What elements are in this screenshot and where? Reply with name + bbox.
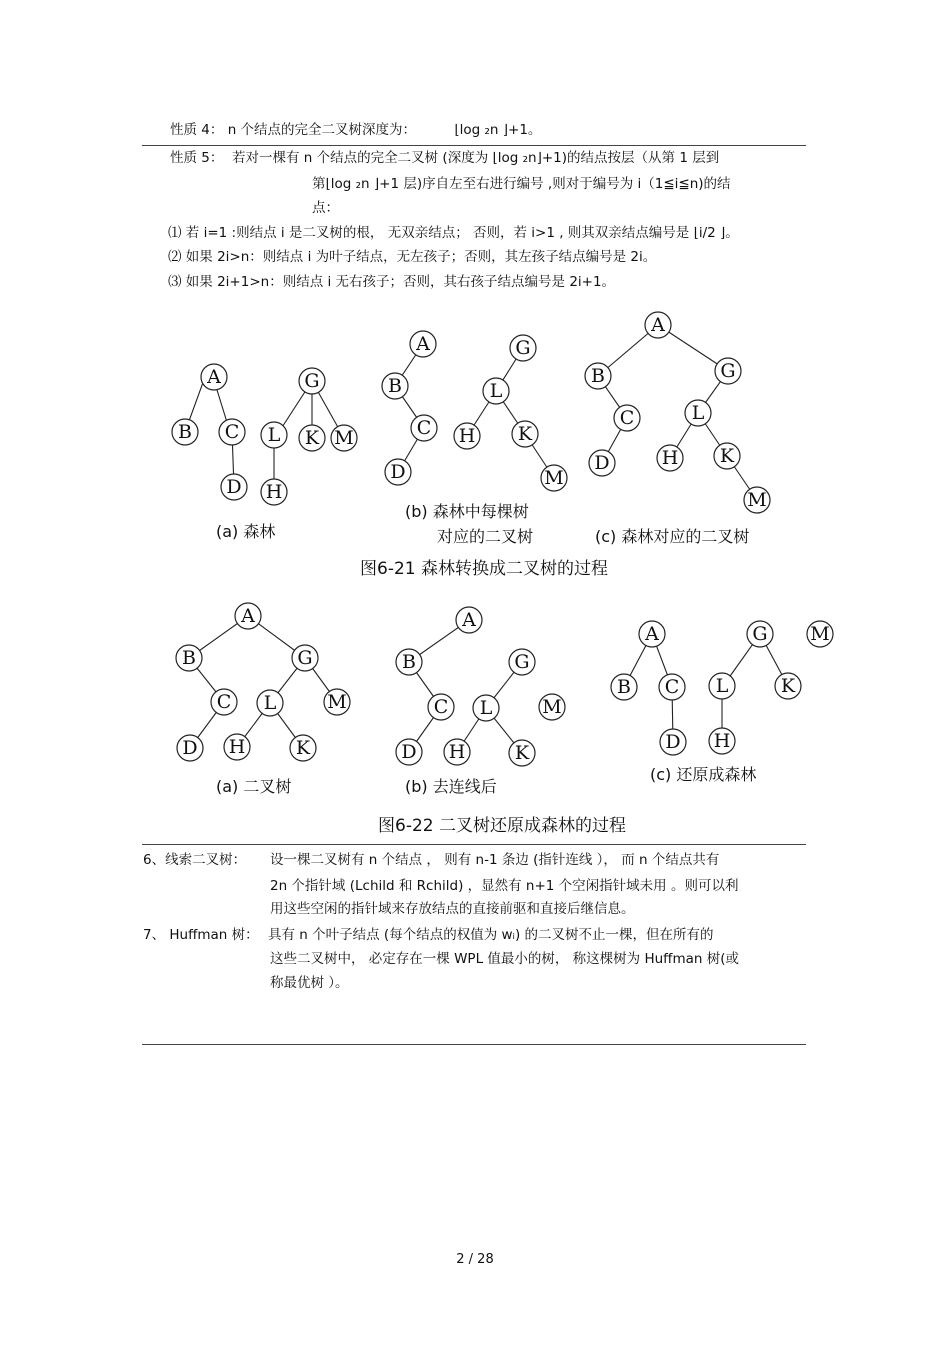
prop5-line2: 第⌊log ₂n ⌋+1 层)序自左至右进行编号 ,则对于编号为 i（1≦i≦n)的结 — [312, 176, 731, 192]
fig22-b-node-D — [396, 739, 422, 765]
prop5-line3: 点： — [312, 200, 339, 216]
s6-label: 6、线索二叉树： — [143, 852, 247, 868]
fig21-c-node-M — [744, 487, 770, 513]
prop5-item-2: ⑵ 如果 2i>n：则结点 i 为叶子结点，无左孩子；否则，其左孩子结点编号是 2i。 — [168, 249, 657, 265]
fig21-b-node-B — [382, 373, 408, 399]
svg-text:D: D — [390, 461, 406, 483]
prop5-label: 性质 5： — [170, 150, 224, 166]
s6-line1: 设一棵二叉树有 n 个结点 ， 则有 n-1 条边 (指针连线 ）， 而 n 个结点共有 — [270, 852, 720, 868]
svg-text:A: A — [651, 314, 665, 336]
svg-text:D: D — [401, 741, 417, 763]
fig22-b-node-A — [456, 607, 482, 633]
s7-label: 7、 Huffman 树： — [143, 927, 259, 943]
figure-6-22 — [140, 594, 830, 844]
svg-text:G: G — [514, 651, 530, 673]
fig21-a-node-B — [172, 419, 198, 445]
fig21-c-node-K — [714, 443, 740, 469]
divider-mid — [142, 844, 806, 845]
fig22-a-edges — [189, 616, 337, 748]
svg-text:L: L — [715, 675, 729, 697]
fig22-c-edges — [624, 634, 788, 742]
prop5-item-3: ⑶ 如果 2i+1>n：则结点 i 无右孩子；否则，其右孩子结点编号是 2i+1。 — [168, 274, 616, 290]
fig21-a-node-A — [201, 364, 227, 390]
fig22-b-node-L — [473, 695, 499, 721]
fig21-c-node-A — [645, 312, 671, 338]
fig21-b-node-K — [512, 421, 538, 447]
fig22-c-node-M — [807, 621, 833, 647]
svg-text:G: G — [720, 360, 736, 382]
fig21-a-node-L — [261, 422, 287, 448]
fig22-b-node-C — [428, 694, 454, 720]
fig21-b-node-H — [454, 423, 480, 449]
svg-text:B: B — [591, 365, 605, 387]
svg-text:H: H — [228, 736, 246, 758]
divider-top — [142, 145, 806, 146]
fig21-c-node-G — [715, 358, 741, 384]
fig21-a-node-K — [299, 425, 325, 451]
svg-text:K: K — [517, 423, 533, 445]
svg-text:G: G — [752, 623, 768, 645]
fig22-b-node-M — [539, 694, 565, 720]
svg-text:G: G — [304, 370, 320, 392]
svg-text:H: H — [713, 730, 731, 752]
fig22-a-node-M — [324, 689, 350, 715]
svg-text:D: D — [594, 452, 610, 474]
svg-text:B: B — [178, 421, 192, 443]
prop5-line1: 若对一棵有 n 个结点的完全二叉树 (深度为 ⌊log ₂n⌋+1)的结点按层（从第 1 层到 — [232, 150, 720, 166]
svg-text:M: M — [544, 467, 564, 489]
fig22-caption-b: (b) 去连线后 — [405, 777, 497, 796]
svg-text:C: C — [416, 417, 432, 439]
prop4-formula: ⌊log ₂n ⌋+1。 — [454, 122, 542, 138]
fig22-caption-c: (c) 还原成森林 — [650, 765, 757, 784]
fig21-c-node-D — [589, 450, 615, 476]
fig22-c-node-H — [709, 728, 735, 754]
svg-text:C: C — [433, 696, 449, 718]
fig21-caption-c: (c) 森林对应的二叉树 — [595, 527, 750, 546]
svg-text:M: M — [334, 427, 354, 449]
fig22-c-node-D — [660, 729, 686, 755]
fig22-title: 图6-22 二叉树还原成森林的过程 — [378, 816, 626, 836]
svg-text:D: D — [182, 737, 198, 759]
fig21-b-node-G — [510, 335, 536, 361]
svg-text:G: G — [297, 647, 313, 669]
fig21-b-node-A — [410, 331, 436, 357]
svg-text:A: A — [645, 623, 659, 645]
fig22-c-node-K — [775, 673, 801, 699]
svg-text:B: B — [182, 647, 196, 669]
svg-text:H: H — [265, 481, 283, 503]
fig22-b-node-K — [509, 740, 535, 766]
prop5-item-1: ⑴ 若 i=1 :则结点 i 是二叉树的根， 无双亲结点； 否则，若 i>1 , 则其双亲结点编号是 ⌊i/2 ⌋。 — [168, 225, 739, 241]
svg-text:A: A — [416, 333, 430, 355]
fig21-c-node-C — [614, 405, 640, 431]
fig21-c-node-B — [585, 363, 611, 389]
svg-text:A: A — [207, 366, 221, 388]
fig22-b-node-B — [396, 649, 422, 675]
fig21-a-node-G — [299, 368, 325, 394]
svg-text:G: G — [515, 337, 531, 359]
fig22-b-edges — [409, 620, 522, 753]
fig21-b-node-C — [411, 415, 437, 441]
svg-text:D: D — [226, 476, 242, 498]
svg-text:A: A — [462, 609, 476, 631]
svg-text:L: L — [267, 424, 281, 446]
svg-text:M: M — [810, 623, 830, 645]
s7-line1: 具有 n 个叶子结点 (每个结点的权值为 wᵢ) 的二叉树不止一棵，但在所有的 — [268, 927, 714, 943]
divider-bottom — [142, 1044, 806, 1045]
svg-text:M: M — [542, 696, 562, 718]
svg-text:B: B — [388, 375, 402, 397]
svg-text:L: L — [691, 402, 705, 424]
fig22-a-node-K — [290, 735, 316, 761]
s6-line3: 用这些空闲的指针域来存放结点的直接前驱和直接后继信息。 — [270, 901, 635, 917]
svg-text:D: D — [665, 731, 681, 753]
svg-text:C: C — [664, 676, 680, 698]
prop4-text: n 个结点的完全二叉树深度为： — [227, 122, 417, 138]
svg-text:L: L — [479, 697, 493, 719]
fig22-a-node-D — [177, 735, 203, 761]
fig21-b-node-M — [541, 465, 567, 491]
svg-text:H: H — [458, 425, 476, 447]
svg-text:C: C — [224, 421, 240, 443]
svg-text:L: L — [263, 692, 277, 714]
svg-text:C: C — [619, 407, 635, 429]
fig22-c-node-G — [747, 621, 773, 647]
fig22-a-node-A — [235, 603, 261, 629]
svg-text:B: B — [402, 651, 416, 673]
fig22-c-node-A — [639, 621, 665, 647]
fig22-a-node-H — [224, 734, 250, 760]
fig22-caption-a: (a) 二叉树 — [216, 777, 292, 796]
svg-text:C: C — [216, 691, 232, 713]
svg-text:K: K — [304, 427, 320, 449]
fig21-c-node-H — [657, 445, 683, 471]
fig21-c-node-L — [685, 400, 711, 426]
svg-text:M: M — [747, 489, 767, 511]
fig22-b-node-G — [509, 649, 535, 675]
fig21-a-node-H — [261, 479, 287, 505]
svg-text:A: A — [241, 605, 255, 627]
fig21-b-node-D — [385, 459, 411, 485]
fig21-b-node-L — [483, 378, 509, 404]
fig22-a-node-B — [176, 645, 202, 671]
figure-6-21 — [140, 300, 820, 585]
fig21-title: 图6-21 森林转换成二叉树的过程 — [360, 559, 608, 579]
svg-text:K: K — [295, 737, 311, 759]
svg-text:K: K — [780, 675, 796, 697]
s7-line3: 称最优树 ）。 — [270, 975, 349, 991]
s7-line2: 这些二叉树中， 必定存在一棵 WPL 值最小的树， 称这棵树为 Huffman 树(或 — [270, 951, 740, 967]
svg-text:B: B — [617, 676, 631, 698]
page-number: 2 / 28 — [456, 1252, 494, 1267]
fig22-c-node-C — [659, 674, 685, 700]
fig22-a-node-G — [292, 645, 318, 671]
fig21-caption-a: (a) 森林 — [216, 522, 276, 541]
svg-text:M: M — [327, 691, 347, 713]
fig21-a-node-D — [221, 474, 247, 500]
svg-text:H: H — [448, 741, 466, 763]
svg-text:K: K — [719, 445, 735, 467]
fig21-a-node-M — [331, 425, 357, 451]
fig22-a-node-C — [211, 689, 237, 715]
svg-text:L: L — [489, 380, 503, 402]
fig21-caption-b1: (b) 森林中每棵树 — [405, 502, 529, 521]
fig21-a-node-C — [219, 419, 245, 445]
fig21-b-edges — [395, 344, 554, 478]
fig22-b-node-H — [444, 739, 470, 765]
prop4-label: 性质 4： — [170, 122, 224, 138]
fig22-c-node-B — [611, 674, 637, 700]
fig22-a-node-L — [257, 690, 283, 716]
prop4-line — [170, 121, 541, 139]
svg-text:H: H — [661, 447, 679, 469]
fig22-c-node-L — [709, 673, 735, 699]
s6-line2: 2n 个指针域 (Lchild 和 Rchild) ，显然有 n+1 个空闲指针域未用 。则可以利 — [270, 878, 739, 894]
fig21-caption-b2: 对应的二叉树 — [437, 527, 534, 546]
svg-text:K: K — [514, 742, 530, 764]
